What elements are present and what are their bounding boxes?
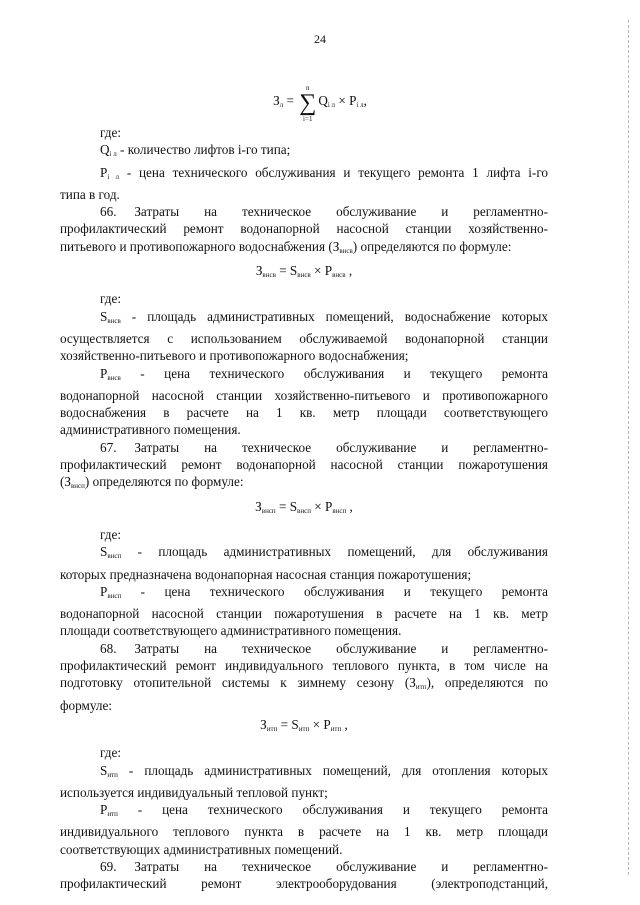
where-label: где: xyxy=(100,125,121,140)
paragraph-69-line2: профилактический ремонт электрооборудования (электроподстанций, xyxy=(60,876,548,892)
paragraph-68-line3: подготовку отопительной системы к зимнему сезону $(З_{итп})$, определяются по xyxy=(60,675,548,692)
definition-p-66-line1: $P_{внсв}$ - цена технического обслуживания и текущего ремонта xyxy=(100,365,548,382)
paragraph-66-line1: 66. Затраты на техническое обслуживание и регламентно- xyxy=(100,204,548,220)
definition-s-66-line2: осуществляется с использованием обслуживаемой водонапорной станции xyxy=(60,330,548,346)
paragraph-67-line3: $(З_{внсп})$ определяются по формуле: xyxy=(60,474,244,491)
paragraph-66-line3: питьевого и противопожарного водоснабжения $(З_{внсв})$ определяются по формуле: xyxy=(60,238,512,255)
definition-p-line2: типа в год. xyxy=(60,186,120,202)
definition-s-68-line2: используется индивидуальный тепловой пункт; xyxy=(60,784,328,800)
formula-68: $З_{итп} = S_{итп} \times P_{итп}$ , xyxy=(260,716,348,733)
where-label: где: xyxy=(100,745,121,761)
where-label: где: xyxy=(100,526,121,542)
paragraph-66-line2: профилактический ремонт водонапорной насосной станции хозяйственно- xyxy=(60,221,548,237)
formula-lifts: $З_л$ = ∑ n i=1 $Q_{i л} \times P_{i л}$, xyxy=(273,84,367,123)
definition-s-67-line1: $S_{внсп}$ - площадь административных помещений, для обслуживания xyxy=(100,544,548,561)
formula-67: $З_{внсп} = S_{внсп} \times P_{внсп}$ , xyxy=(255,498,353,515)
document-body xyxy=(60,124,548,893)
definition-p-66-line2: водонапорной насосной станции хозяйственно-питьевого и противопожарного xyxy=(60,387,548,403)
definition-p-67-line1: $P_{внсп}$ - цена технического обслуживания и текущего ремонта xyxy=(100,583,548,600)
formula-66: $З_{внсв} = S_{внсв} \times P_{внсв}$ , xyxy=(255,263,353,280)
definition-p-66-line3: водоснабжения в расчете на 1 кв. метр площади соответствующего xyxy=(60,405,548,421)
definition-p-66-line4: административного помещения. xyxy=(60,422,241,438)
where-label: где: xyxy=(100,291,121,307)
definition-p-line1: $P_{i л}$ - цена технического обслуживания и текущего ремонта 1 лифта i-го xyxy=(100,164,548,181)
definition-s-66-line1: $S_{внсв}$ - площадь административных помещений, водоснабжение которых xyxy=(100,308,548,325)
definition-s-67-line2: которых предназначена водонапорная насосная станция пожаротушения; xyxy=(60,566,472,582)
definition-p-67-line3: площади соответствующего административного помещения. xyxy=(60,623,402,639)
definition-p-68-line3: соответствующих административных помещений. xyxy=(60,841,343,857)
page-number: 24 xyxy=(314,32,326,46)
definition-p-68-line2: индивидуального теплового пункта в расчете на 1 кв. метр площади xyxy=(60,824,548,840)
paragraph-68-line2: профилактический ремонт индивидуального теплового пункта, в том числе на xyxy=(60,658,548,674)
paragraph-67-line1: 67. Затраты на техническое обслуживание и регламентно- xyxy=(100,439,548,455)
sum-symbol: ∑ n i=1 xyxy=(299,84,317,123)
paragraph-68-line1: 68. Затраты на техническое обслуживание и регламентно- xyxy=(100,640,548,656)
definition-q: $Q_{i л}$ - количество лифтов i-го типа; xyxy=(100,142,291,159)
paragraph-69-line1: 69. Затраты на техническое обслуживание и регламентно- xyxy=(100,858,548,874)
definition-p-67-line2: водонапорной насосной станции пожаротушения в расчете на 1 кв. метр xyxy=(60,606,548,622)
definition-s-66-line3: хозяйственно-питьевого и противопожарного водоснабжения; xyxy=(60,348,409,364)
definition-p-68-line1: $P_{итп}$ - цена технического обслуживания и текущего ремонта xyxy=(100,802,548,819)
paragraph-68-line4: формуле: xyxy=(60,697,112,713)
paragraph-67-line2: профилактический ремонт водонапорной насосной станции пожаротушения xyxy=(60,457,548,473)
scan-edge-line xyxy=(628,20,630,875)
definition-s-68-line1: $S_{итп}$ - площадь административных помещений, для отопления которых xyxy=(100,762,548,779)
